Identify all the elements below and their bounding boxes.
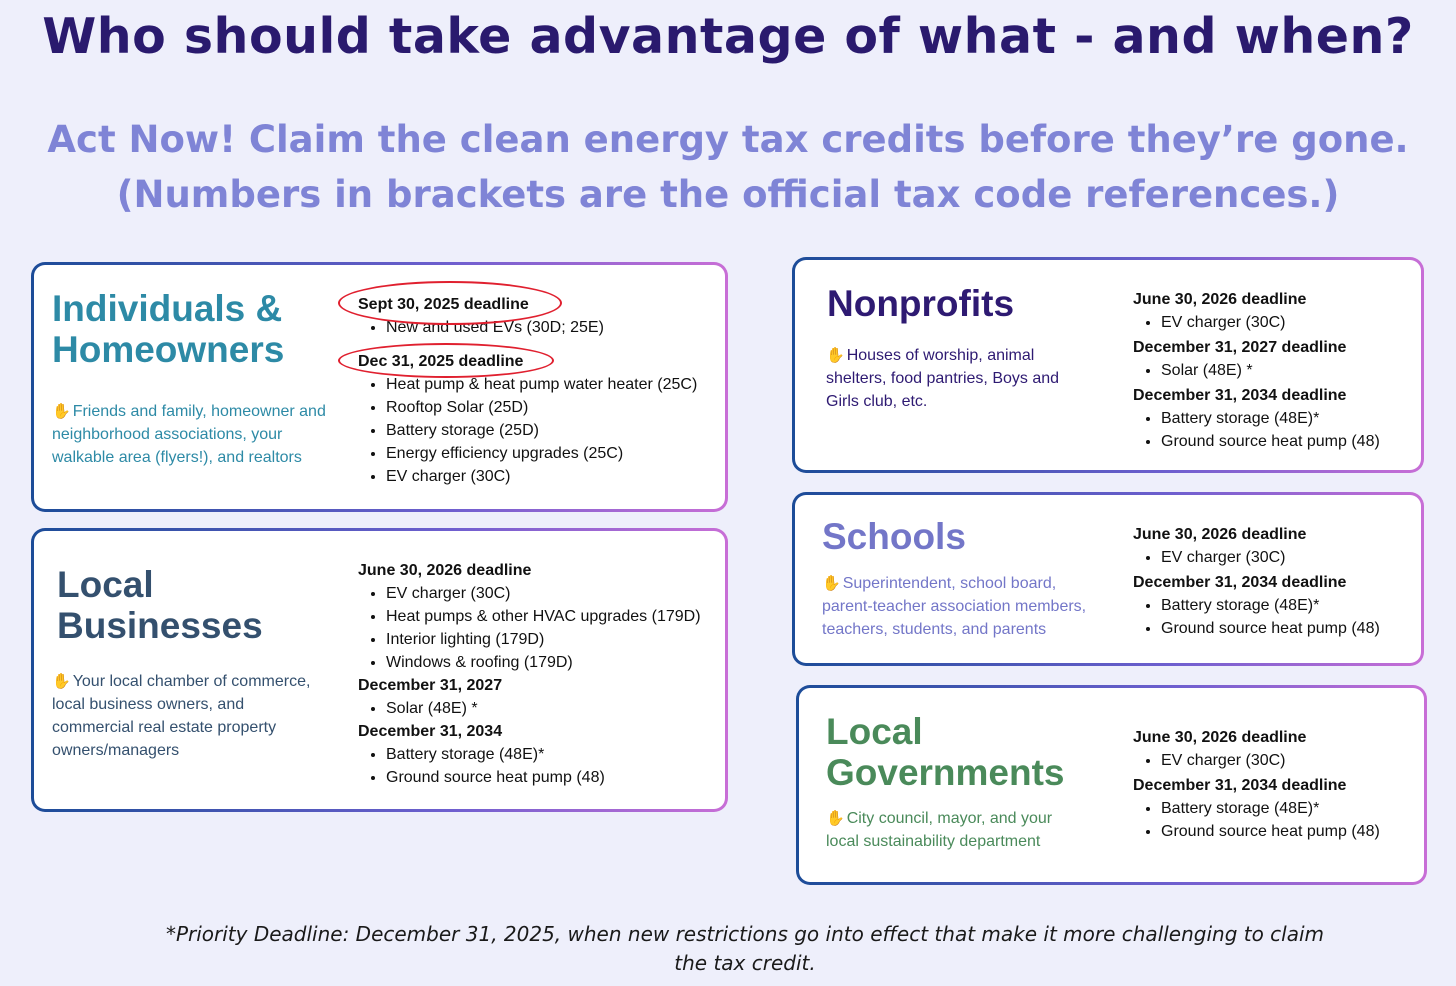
list-item: • Heat pumps & other HVAC upgrades (179D) (386, 605, 718, 628)
list-item: • EV charger (30C) (1161, 546, 1413, 569)
deadline-heading: June 30, 2026 deadline (1133, 729, 1307, 746)
list-item: • Battery storage (48E)* (1161, 407, 1413, 430)
page-title: Who should take advantage of what - and when? (42, 8, 1414, 65)
waving-hand-icon: ✋ (822, 575, 841, 592)
subtitle-line-2: (Numbers in brackets are the official tax code references.) (116, 173, 1340, 216)
card-description-individuals (52, 400, 337, 469)
list-item: • Heat pump & heat pump water heater (25C) (386, 373, 718, 396)
deadline-heading: December 31, 2034 (358, 723, 503, 740)
list-item: • Battery storage (48E)* (1161, 797, 1413, 820)
list-item: • Ground source heat pump (48) (1161, 820, 1413, 843)
card-description-businesses (52, 670, 317, 762)
list-item: • EV charger (30C) (1161, 749, 1413, 772)
list-item: • Ground source heat pump (48) (386, 766, 718, 789)
waving-hand-icon: ✋ (52, 403, 71, 420)
deadline-list-nonprofits (1133, 288, 1413, 453)
list-item: • EV charger (30C) (386, 582, 718, 605)
deadline-heading: December 31, 2027 deadline (1133, 339, 1347, 356)
deadline-heading: December 31, 2027 (358, 677, 503, 694)
deadline-items (1133, 797, 1413, 843)
list-item: • Battery storage (48E)* (1161, 594, 1413, 617)
description-text: Your local chamber of commerce, local business owners, and commercial real estate property owners/managers (52, 673, 311, 759)
card-nonprofits (792, 257, 1424, 473)
waving-hand-icon: ✋ (52, 673, 71, 690)
deadline-heading: June 30, 2026 deadline (1133, 291, 1307, 308)
deadline-heading: December 31, 2034 deadline (1133, 777, 1347, 794)
description-text: Houses of worship, animal shelters, food pantries, Boys and Girls club, etc. (826, 347, 1060, 410)
deadline-items (1133, 407, 1413, 453)
list-item: • Ground source heat pump (48) (1161, 430, 1413, 453)
card-title-nonprofits: Nonprofits (827, 283, 1015, 324)
description-text: Superintendent, school board, parent-teacher association members, teachers, students, and parents (822, 575, 1087, 638)
red-circle-annotation (338, 281, 562, 325)
deadline-items (358, 582, 718, 674)
card-title-individuals: Individuals & Homeowners (52, 288, 285, 370)
list-item: • Solar (48E) * (386, 697, 718, 720)
deadline-items (1133, 359, 1413, 382)
description-text: Friends and family, homeowner and neighborhood associations, your walkable area (flyers!), and realtors (52, 403, 326, 466)
card-description-governments (826, 807, 1081, 853)
subtitle-line-1: Act Now! Claim the clean energy tax credits before they’re gone. (47, 118, 1409, 161)
deadline-heading-text: Sept 30, 2025 deadline (358, 296, 529, 313)
list-item: • Windows & roofing (179D) (386, 651, 718, 674)
card-businesses (31, 528, 728, 812)
deadline-list-businesses (358, 559, 718, 789)
list-item: • Solar (48E) * (1161, 359, 1413, 382)
deadline-list-governments (1133, 726, 1413, 843)
list-item: • EV charger (30C) (1161, 311, 1413, 334)
list-item: • Energy efficiency upgrades (25C) (386, 442, 718, 465)
deadline-heading: June 30, 2026 deadline (1133, 526, 1307, 543)
page-subtitle (0, 112, 1456, 222)
card-title-governments: Local Governments (826, 711, 1065, 793)
list-item: • Rooftop Solar (25D) (386, 396, 718, 419)
card-description-schools (822, 572, 1107, 641)
deadline-heading: June 30, 2026 deadline (358, 562, 532, 579)
list-item: • Battery storage (48E)* (386, 743, 718, 766)
deadline-items (1133, 749, 1413, 772)
waving-hand-icon: ✋ (826, 810, 845, 827)
deadline-list-individuals (358, 293, 718, 488)
list-item: • Battery storage (25D) (386, 419, 718, 442)
deadline-heading (358, 350, 718, 373)
card-schools (792, 492, 1424, 666)
card-description-nonprofits (826, 344, 1066, 413)
card-title-schools: Schools (822, 516, 966, 557)
deadline-items (1133, 311, 1413, 334)
deadline-items (358, 373, 718, 488)
deadline-items (358, 743, 718, 789)
deadline-list-schools (1133, 523, 1413, 640)
list-item: • EV charger (30C) (386, 465, 718, 488)
list-item: • Ground source heat pump (48) (1161, 617, 1413, 640)
list-item: • New and used EVs (30D; 25E) (386, 316, 718, 339)
deadline-items (1133, 594, 1413, 640)
deadline-heading (358, 293, 718, 316)
deadline-heading-text: Dec 31, 2025 deadline (358, 353, 524, 370)
card-governments (796, 685, 1427, 885)
deadline-heading: December 31, 2034 deadline (1133, 574, 1347, 591)
deadline-items (1133, 546, 1413, 569)
card-individuals (31, 262, 728, 512)
footnote: *Priority Deadline: December 31, 2025, when new restrictions go into effect that make it more challenging to claim the tax credit. (165, 922, 1325, 975)
red-circle-annotation (338, 343, 554, 378)
description-text: City council, mayor, and your local sustainability department (826, 810, 1053, 850)
waving-hand-icon: ✋ (826, 347, 845, 364)
deadline-items (358, 697, 718, 720)
deadline-heading: December 31, 2034 deadline (1133, 387, 1347, 404)
card-title-businesses: Local Businesses (57, 564, 263, 646)
list-item: • Interior lighting (179D) (386, 628, 718, 651)
